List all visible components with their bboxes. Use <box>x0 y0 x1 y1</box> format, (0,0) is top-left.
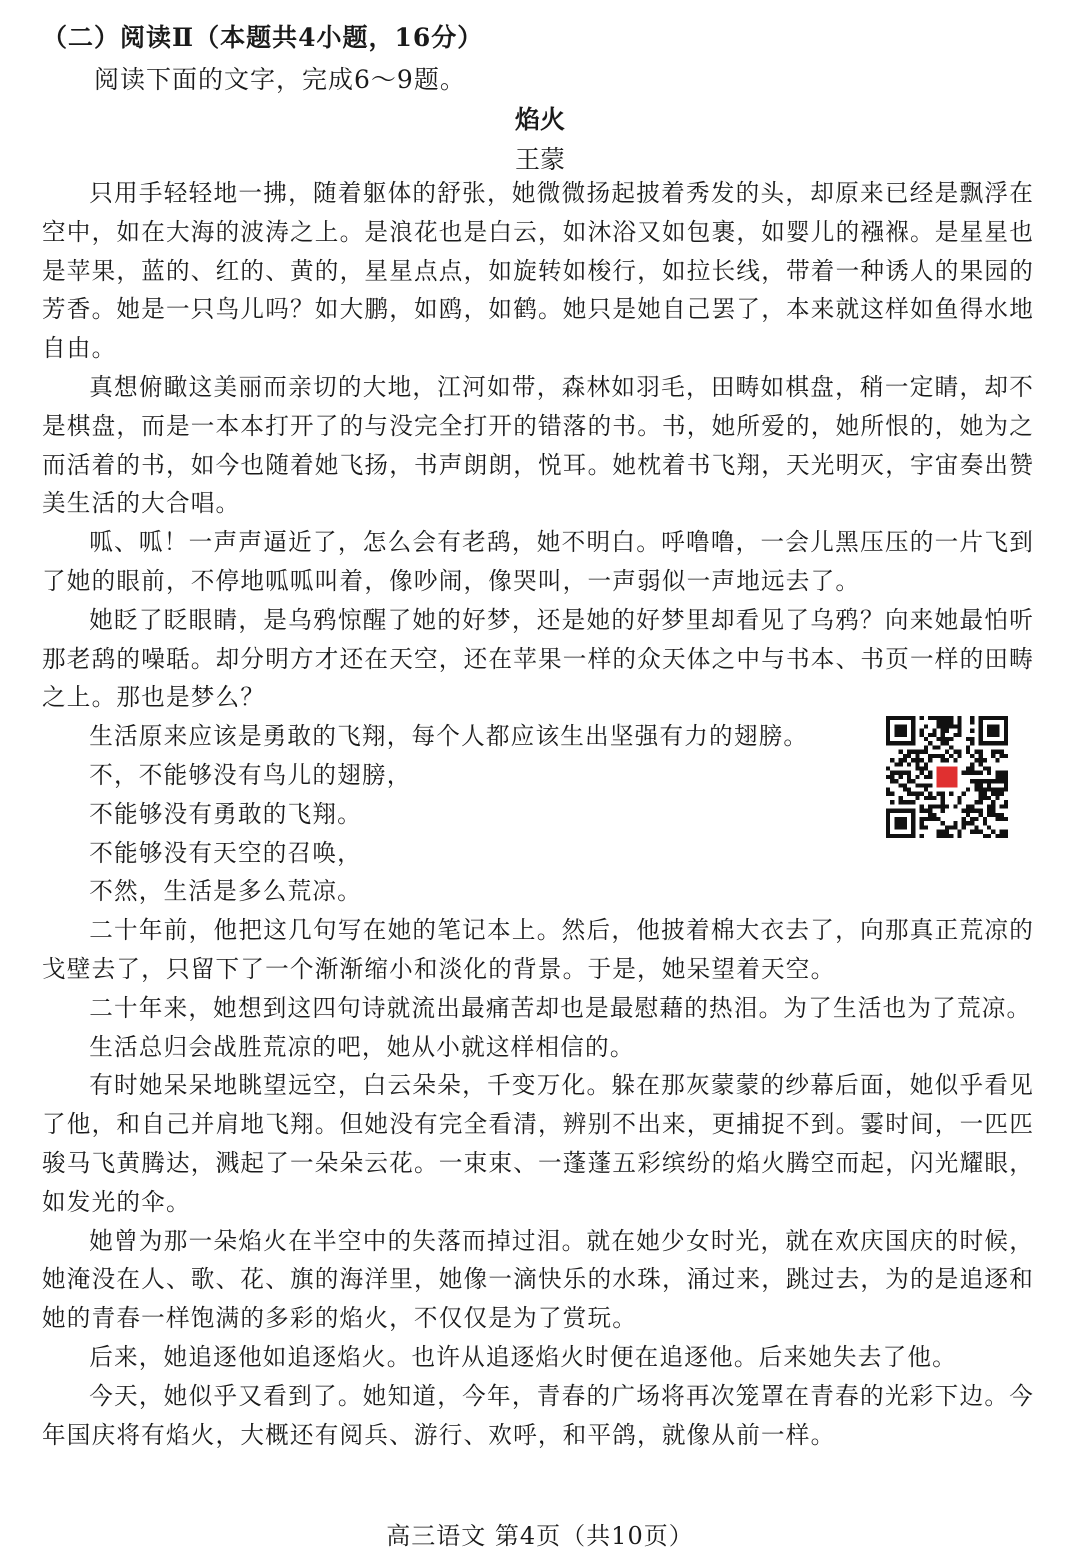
article-author: 王蒙 <box>514 145 565 174</box>
poem-line: 不，不能够没有鸟儿的翅膀， <box>89 760 412 789</box>
paragraph: 她眨了眨眼睛，是乌鸦惊醒了她的好梦，还是她的好梦里却看见了乌鸦？向来她最怕听那老鸹的噪聒。却分明方才还在天空，还在苹果一样的众天体之中与书本、书页一样的田畴之上。那也是梦么？ <box>42 605 1034 712</box>
paragraph: 今天，她似乎又看到了。她知道，今年，青春的广场将再次笼罩在青春的光彩下边。今年国庆将有焰火，大概还有阅兵、游行、欢呼，和平鸽，就像从前一样。 <box>42 1381 1034 1449</box>
article-title: 焰火 <box>514 105 565 134</box>
paragraph: 后来，她追逐他如追逐焰火。也许从追逐焰火时便在追逐他。后来她失去了他。 <box>89 1342 957 1371</box>
reading-instruction: 阅读下面的文字，完成6～9题。 <box>94 65 466 94</box>
paragraph: 呱、呱！一声声逼近了，怎么会有老鸹，她不明白。呼噜噜，一会儿黑压压的一片飞到了她的眼前，不停地呱呱叫着，像吵闹，像哭叫，一声弱似一声地远去了。 <box>42 528 1034 595</box>
paragraph: 只用手轻轻地一拂，随着躯体的舒张，她微微扬起披着秀发的头，却原来已经是飘浮在空中，如在大海的波涛之上。是浪花也是白云，如沐浴又如包裹，如婴儿的襁褓。是星星也是苹果，蓝的、红的、黄的，星星点点，如旋转如梭行，如拉长线，带着一种诱人的果园的芳香。她是一只鸟儿吗？如大鹏，如鸥，如鹤。她只是她自己罢了，本来就这样如鱼得水地自由。 <box>42 179 1034 363</box>
poem-line: 不能够没有勇敢的飞翔。 <box>89 799 362 828</box>
paragraph: 她曾为那一朵焰火在半空中的失落而掉过泪。就在她少女时光，就在欢庆国庆的时候，她淹没在人、歌、花、旗的海洋里，她像一滴快乐的水珠，涌过来，跳过去，为的是追逐和她的青春一样饱满的多彩的焰火，不仅仅是为了赏玩。 <box>42 1226 1034 1333</box>
qr-code-icon <box>886 716 1008 838</box>
poem-line: 不然，生活是多么荒凉。 <box>89 877 362 906</box>
section-header: （二）阅读Ⅱ（本题共4小题，16分） <box>42 23 484 52</box>
paragraph: 真想俯瞰这美丽而亲切的大地，江河如带，森林如羽毛，田畴如棋盘，稍一定睛，却不是棋盘，而是一本本打开了的与没完全打开的错落的书。书，她所爱的，她所恨的，她为之而活着的书，如今也随着她飞扬，书声朗朗，悦耳。她枕着书飞翔，天光明灭，宇宙奏出赞美生活的大合唱。 <box>42 372 1034 518</box>
paragraph: 二十年前，他把这几句写在她的笔记本上。然后，他披着棉大衣去了，向那真正荒凉的戈壁去了，只留下了一个渐渐缩小和淡化的背景。于是，她呆望着天空。 <box>42 916 1034 983</box>
paragraph: 二十年来，她想到这四句诗就流出最痛苦却也是最慰藉的热泪。为了生活也为了荒凉。 <box>89 993 1032 1022</box>
page-footer: 高三语文 第4页（共10页） <box>386 1522 694 1550</box>
paragraph: 生活原来应该是勇敢的飞翔，每个人都应该生出坚强有力的翅膀。 <box>89 722 809 751</box>
paragraph: 生活总归会战胜荒凉的吧，她从小就这样相信的。 <box>89 1032 635 1061</box>
paragraph: 有时她呆呆地眺望远空，白云朵朵，千变万化。躲在那灰蒙蒙的纱幕后面，她似乎看见了他，和自己并肩地飞翔。但她没有完全看清，辨别不出来，更捕捉不到。霎时间，一匹匹骏马飞黄腾达，溅起了一朵朵云花。一束束、一蓬蓬五彩缤纷的焰火腾空而起，闪光耀眼，如发光的伞。 <box>42 1071 1034 1216</box>
poem-line: 不能够没有天空的召唤， <box>89 838 362 867</box>
